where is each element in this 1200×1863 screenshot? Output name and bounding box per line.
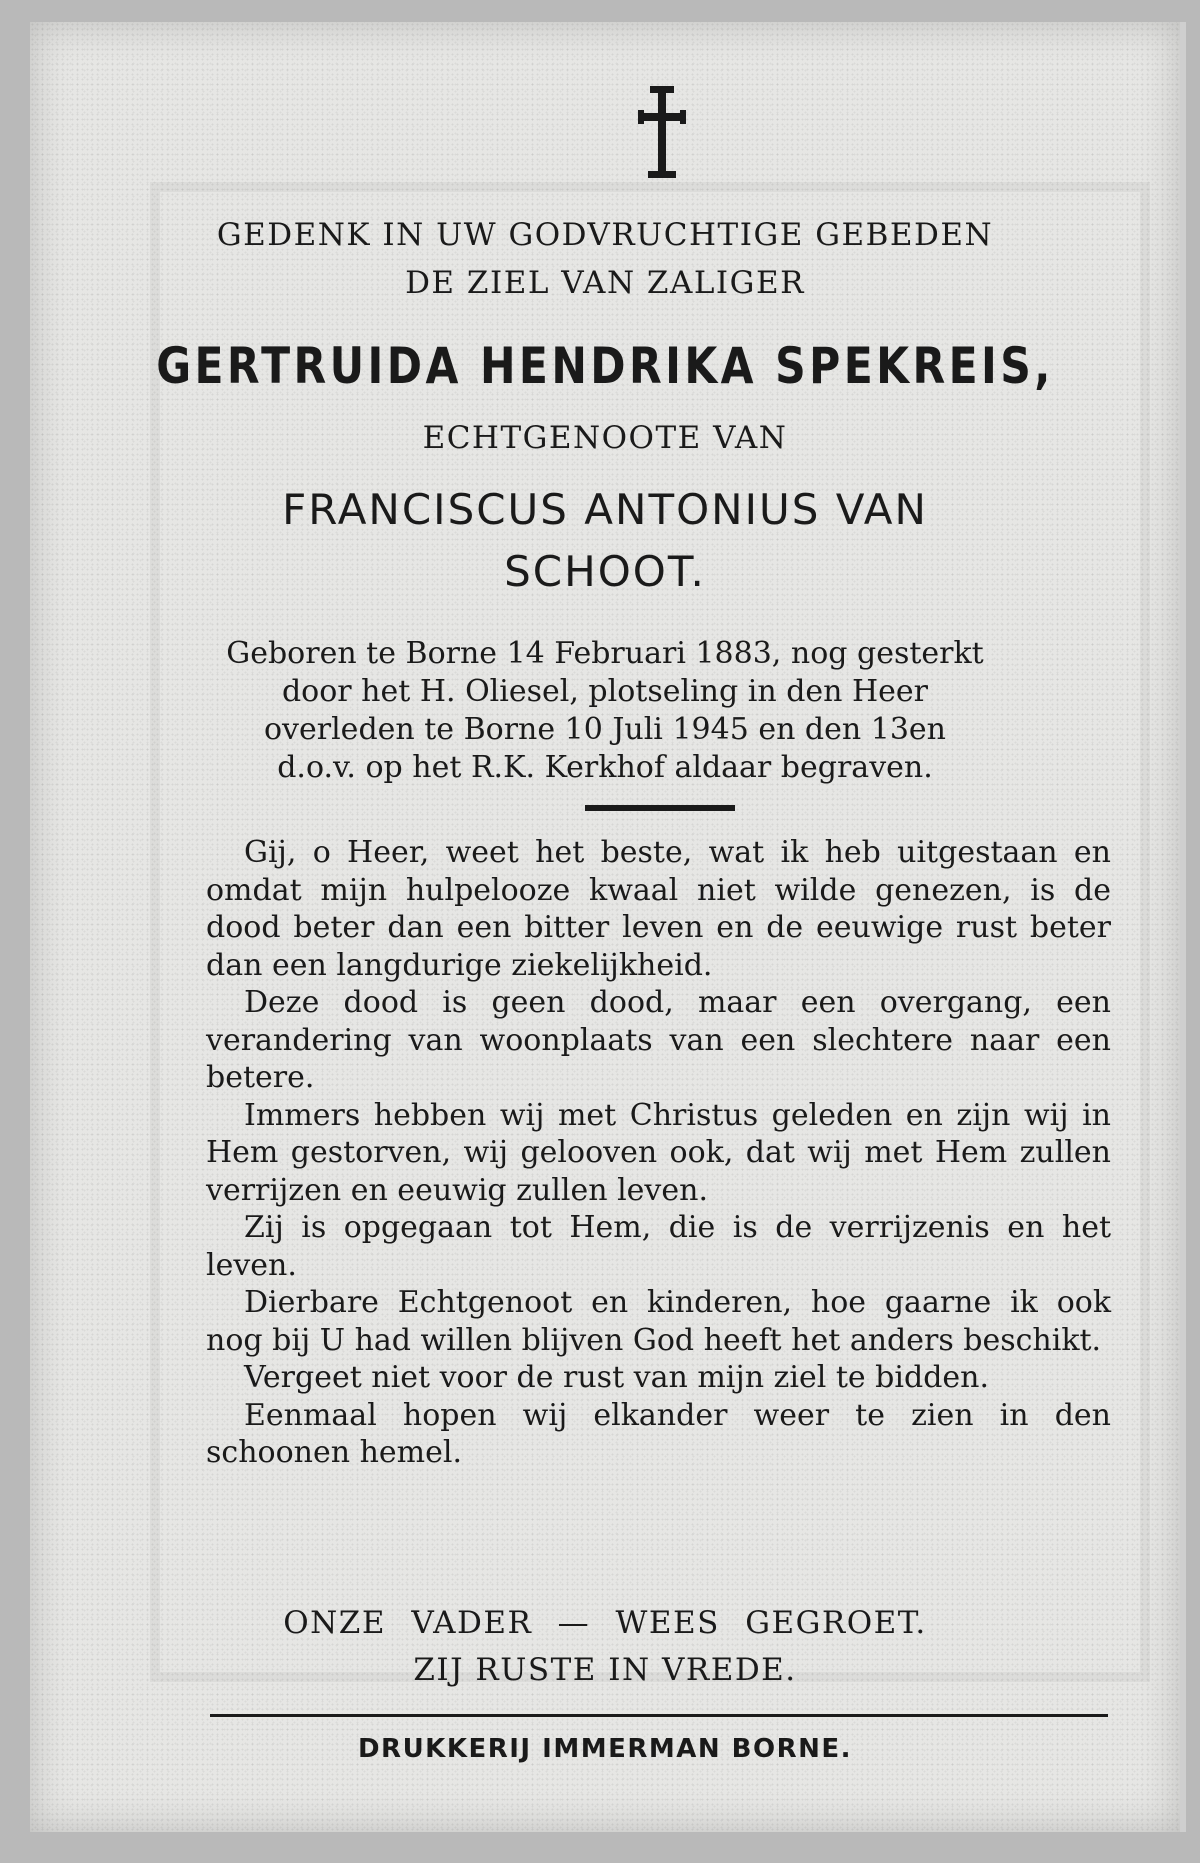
header-line-1: GEDENK IN UW GODVRUCHTIGE GEBEDEN	[216, 217, 994, 253]
prayer-text	[206, 834, 1111, 1472]
paragraph-1: Gij, o Heer, weet het beste, wat ik heb uitgestaan en omdat mijn hulpelooze kwaal niet wilde genezen, is de dood beter dan een bitter leven en de eeuwige rust beter dan een langdurige ziekelijkheid.	[206, 835, 1111, 983]
deceased-name: GERTRUIDA HENDRIKA SPEKREIS,	[156, 337, 1054, 395]
rest-in-peace: ZIJ RUSTE IN VREDE.	[413, 1652, 797, 1688]
long-divider	[210, 1714, 1108, 1717]
memorial-card	[30, 22, 1186, 1832]
paragraph-7: Eenmaal hopen wij elkander weer te zien in den schoonen hemel.	[206, 1397, 1111, 1470]
cross-icon	[634, 86, 690, 178]
birth-death-line-2: door het H. Oliesel, plotseling in den Heer	[281, 674, 929, 709]
paragraph-3: Immers hebben wij met Christus geleden en zijn wij in Hem gestorven, wij gelooven ook, dat wij met Hem zullen verrijzen en eeuwig zullen leven.	[206, 1097, 1111, 1208]
printer-imprint: DRUKKERIJ IMMERMAN BORNE.	[357, 1734, 853, 1764]
birth-death-line-3: overleden te Borne 10 Juli 1945 en den 13en	[263, 712, 947, 747]
birth-death-line-1: Geboren te Borne 14 Februari 1883, nog gesterkt	[226, 636, 984, 671]
paragraph-6: Vergeet niet voor de rust van mijn ziel te bidden.	[244, 1360, 990, 1395]
spouse-name-line-1: FRANCISCUS ANTONIUS VAN	[282, 485, 928, 534]
birth-death-line-4: d.o.v. op het R.K. Kerkhof aldaar begraven.	[277, 750, 933, 785]
paragraph-5: Dierbare Echtgenoot en kinderen, hoe gaarne ik ook nog bij U had willen blijven God heeft het anders beschikt.	[206, 1285, 1111, 1358]
header-line-2: DE ZIEL VAN ZALIGER	[405, 265, 805, 301]
paragraph-4: Zij is opgegaan tot Hem, die is de verrijzenis en het leven.	[206, 1210, 1111, 1283]
paragraph-2: Deze dood is geen dood, maar een overgang, een verandering van woonplaats van een slechtere naar een betere.	[206, 985, 1111, 1095]
spouse-name-line-2: SCHOOT.	[504, 547, 706, 596]
prayers-line: ONZE VADER — WEES GEGROET.	[283, 1605, 927, 1641]
short-divider	[585, 805, 735, 811]
spouse-intro: ECHTGENOOTE VAN	[422, 420, 788, 456]
